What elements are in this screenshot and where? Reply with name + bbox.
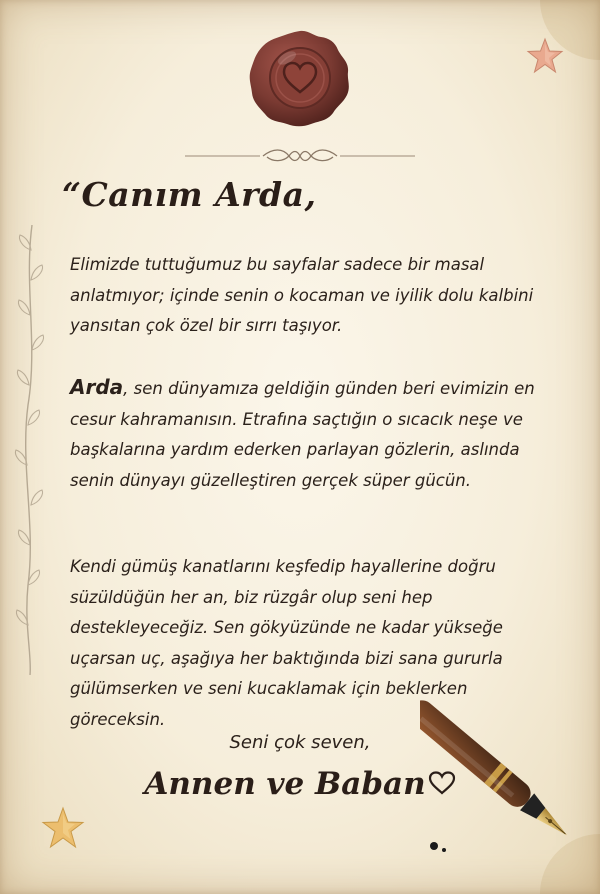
- letter-paragraph-2: [70, 372, 560, 496]
- letter-closing: Seni çok seven,: [229, 732, 371, 753]
- signature-text: Annen ve Baban: [144, 766, 426, 802]
- letter-paragraph-3: Kendi gümüş kanatlarını keşfedip hayallerine doğru süzüldüğün her an, biz rüzgâr olup seni hep destekleyeceğiz. Sen gökyüzünde ne kadar yükseğe uçarsan uç, aşağıya her baktığında bizi sana gururla gülümserken ve seni kucaklamak için beklerken göreceksin.: [70, 557, 503, 729]
- outline-heart-icon: [428, 770, 456, 796]
- letter-paragraph-2-text: , sen dünyamıza geldiğin günden beri evimizin en cesur kahramanısın. Etrafına saçtığın o sıcacık neşe ve başkalarına yardım ederken parlayan gözlerin, aslında senin dünyayı güzelleştiren gerçek süper gücün.: [70, 379, 535, 490]
- highlighted-name: Arda: [70, 375, 124, 399]
- letter-paragraph-1: Elimizde tuttuğumuz bu sayfalar sadece bir masal anlatmıyor; içinde senin o kocaman ve iyilik dolu kalbini yansıtan çok özel bir sırrı taşıyor.: [70, 255, 534, 335]
- letter-greeting: “Canım Arda,: [62, 175, 317, 214]
- letter-signature: [0, 766, 600, 802]
